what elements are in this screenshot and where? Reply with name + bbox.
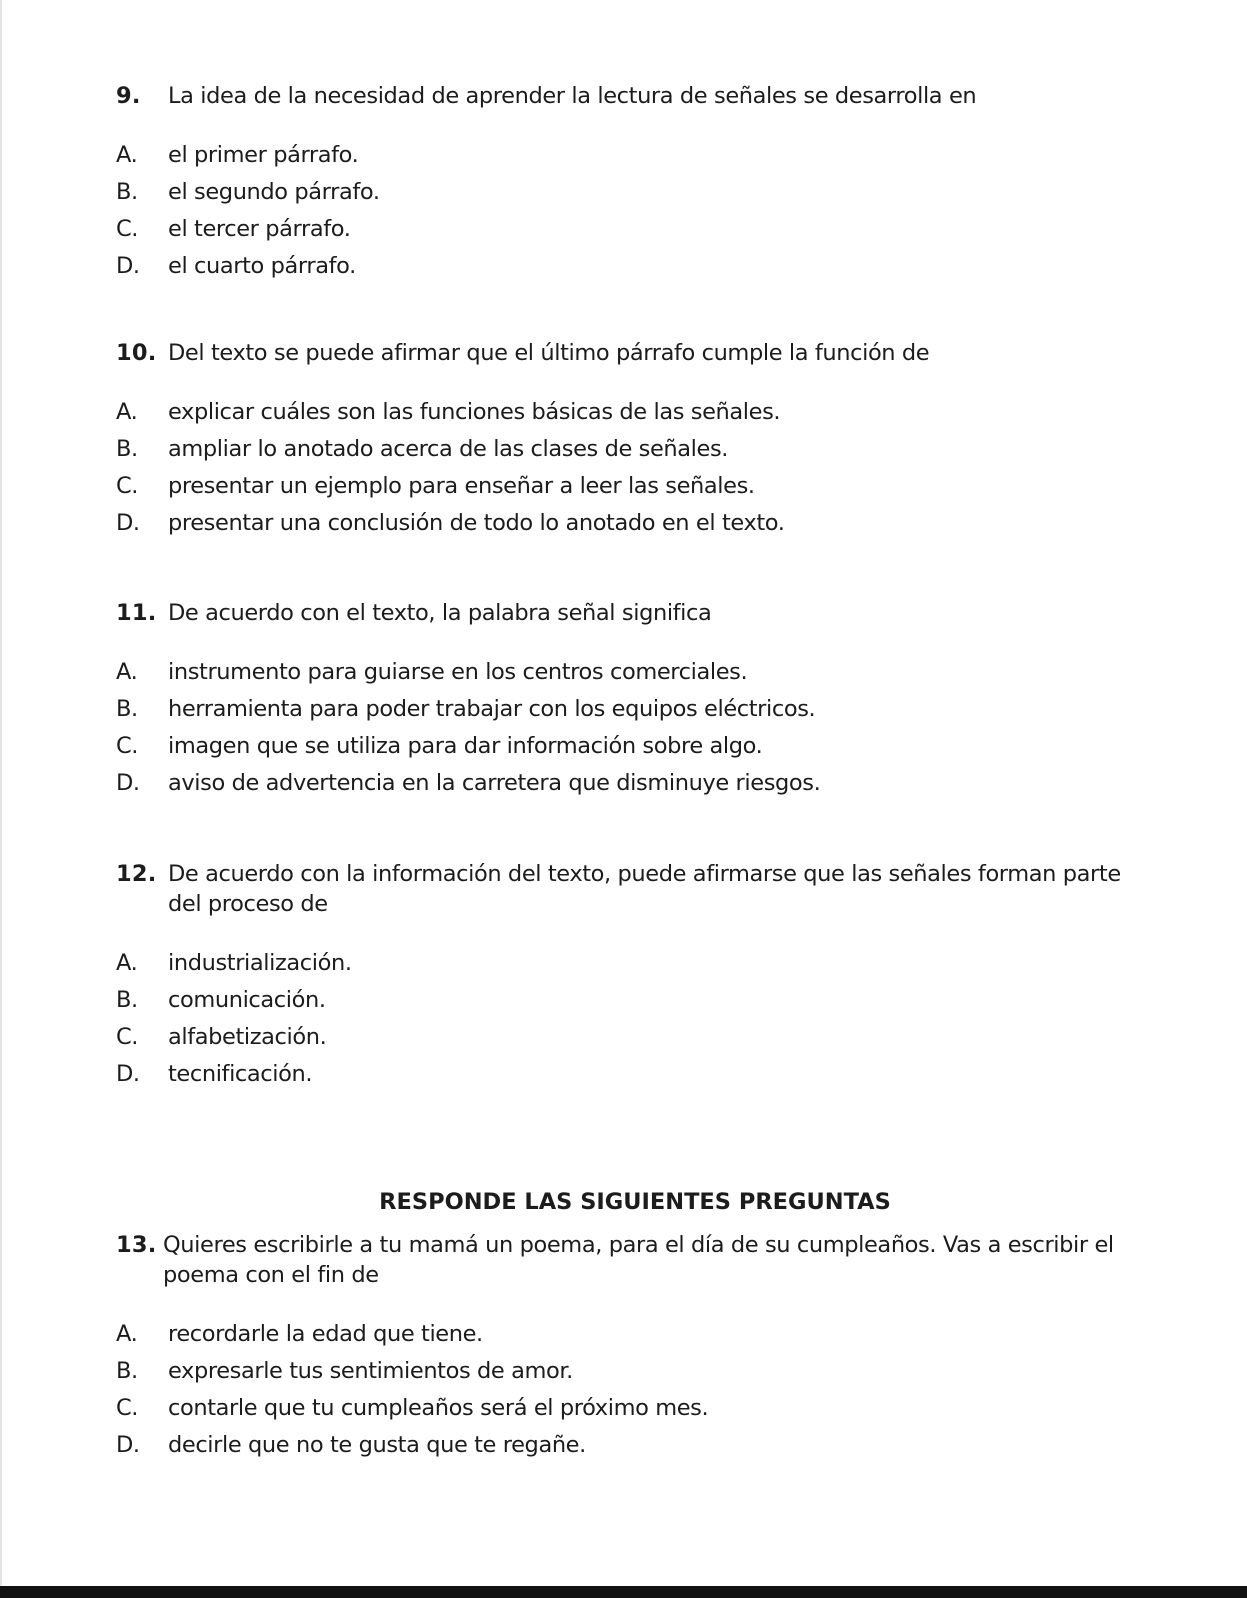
question-stem bbox=[116, 81, 1156, 111]
question-stem bbox=[116, 859, 1156, 919]
option-letter: D. bbox=[116, 770, 140, 796]
option-letter: C. bbox=[116, 1024, 139, 1050]
option-letter: B. bbox=[116, 436, 138, 462]
question-text: La idea de la necesidad de aprender la lectura de señales se desarrolla en bbox=[168, 83, 977, 109]
option-a bbox=[116, 394, 1156, 431]
option-c bbox=[116, 211, 1156, 248]
option-text: contarle que tu cumpleaños será el próximo mes. bbox=[168, 1395, 709, 1421]
option-text: presentar un ejemplo para enseñar a leer las señales. bbox=[168, 473, 755, 499]
page-bottom-edge bbox=[0, 1586, 1247, 1598]
question-10 bbox=[116, 338, 1156, 542]
option-d bbox=[116, 1427, 1156, 1464]
option-letter: A. bbox=[116, 399, 138, 425]
option-text: ampliar lo anotado acerca de las clases de señales. bbox=[168, 436, 729, 462]
option-letter: A. bbox=[116, 950, 138, 976]
question-text: De acuerdo con el texto, la palabra señal significa bbox=[168, 600, 712, 626]
option-a bbox=[116, 654, 1156, 691]
option-b bbox=[116, 691, 1156, 728]
option-letter: B. bbox=[116, 179, 138, 205]
option-b bbox=[116, 174, 1156, 211]
option-a bbox=[116, 137, 1156, 174]
option-letter: B. bbox=[116, 1358, 138, 1384]
question-stem bbox=[116, 1230, 1156, 1290]
section-heading: RESPONDE LAS SIGUIENTES PREGUNTAS bbox=[379, 1189, 891, 1215]
option-letter: B. bbox=[116, 987, 138, 1013]
question-number: 9. bbox=[116, 83, 141, 109]
option-letter: A. bbox=[116, 1321, 138, 1347]
option-a bbox=[116, 1316, 1156, 1353]
option-b bbox=[116, 982, 1156, 1019]
question-13 bbox=[116, 1230, 1156, 1464]
option-c bbox=[116, 1019, 1156, 1056]
option-letter: A. bbox=[116, 659, 138, 685]
option-letter: D. bbox=[116, 510, 140, 536]
option-letter: A. bbox=[116, 142, 138, 168]
option-text: explicar cuáles son las funciones básicas de las señales. bbox=[168, 399, 781, 425]
option-d bbox=[116, 505, 1156, 542]
option-d bbox=[116, 765, 1156, 802]
question-11 bbox=[116, 598, 1156, 802]
option-letter: D. bbox=[116, 253, 140, 279]
question-stem bbox=[116, 338, 1156, 368]
option-text: aviso de advertencia en la carretera que disminuye riesgos. bbox=[168, 770, 821, 796]
question-text: De acuerdo con la información del texto, puede afirmarse que las señales forman parte del proceso de bbox=[168, 861, 1121, 917]
page-left-edge bbox=[0, 0, 2, 1598]
option-text: el segundo párrafo. bbox=[168, 179, 380, 205]
question-12 bbox=[116, 859, 1156, 1093]
option-text: comunicación. bbox=[168, 987, 326, 1013]
option-b bbox=[116, 431, 1156, 468]
question-number: 11. bbox=[116, 600, 157, 626]
option-text: recordarle la edad que tiene. bbox=[168, 1321, 483, 1347]
option-letter: B. bbox=[116, 696, 138, 722]
option-d bbox=[116, 1056, 1156, 1093]
option-text: presentar una conclusión de todo lo anotado en el texto. bbox=[168, 510, 785, 536]
question-stem bbox=[116, 598, 1156, 628]
option-letter: C. bbox=[116, 473, 139, 499]
option-d bbox=[116, 248, 1156, 285]
question-text: Del texto se puede afirmar que el último párrafo cumple la función de bbox=[168, 340, 930, 366]
option-a bbox=[116, 945, 1156, 982]
option-letter: C. bbox=[116, 216, 139, 242]
option-text: expresarle tus sentimientos de amor. bbox=[168, 1358, 573, 1384]
option-letter: C. bbox=[116, 733, 139, 759]
option-text: imagen que se utiliza para dar información sobre algo. bbox=[168, 733, 763, 759]
question-number: 12. bbox=[116, 861, 157, 887]
option-text: industrialización. bbox=[168, 950, 352, 976]
option-letter: C. bbox=[116, 1395, 139, 1421]
option-text: instrumento para guiarse en los centros comerciales. bbox=[168, 659, 748, 685]
option-text: herramienta para poder trabajar con los equipos eléctricos. bbox=[168, 696, 816, 722]
option-letter: D. bbox=[116, 1061, 140, 1087]
option-text: alfabetización. bbox=[168, 1024, 327, 1050]
option-text: el cuarto párrafo. bbox=[168, 253, 356, 279]
option-c bbox=[116, 728, 1156, 765]
option-text: decirle que no te gusta que te regañe. bbox=[168, 1432, 586, 1458]
question-text: Quieres escribirle a tu mamá un poema, para el día de su cumpleaños. Vas a escribir el poema con el fin de bbox=[163, 1232, 1114, 1288]
option-b bbox=[116, 1353, 1156, 1390]
question-number: 10. bbox=[116, 340, 157, 366]
option-c bbox=[116, 468, 1156, 505]
option-text: el primer párrafo. bbox=[168, 142, 359, 168]
question-number: 13. bbox=[116, 1232, 157, 1258]
option-text: tecnificación. bbox=[168, 1061, 313, 1087]
question-9 bbox=[116, 81, 1156, 285]
option-text: el tercer párrafo. bbox=[168, 216, 351, 242]
option-letter: D. bbox=[116, 1432, 140, 1458]
option-c bbox=[116, 1390, 1156, 1427]
